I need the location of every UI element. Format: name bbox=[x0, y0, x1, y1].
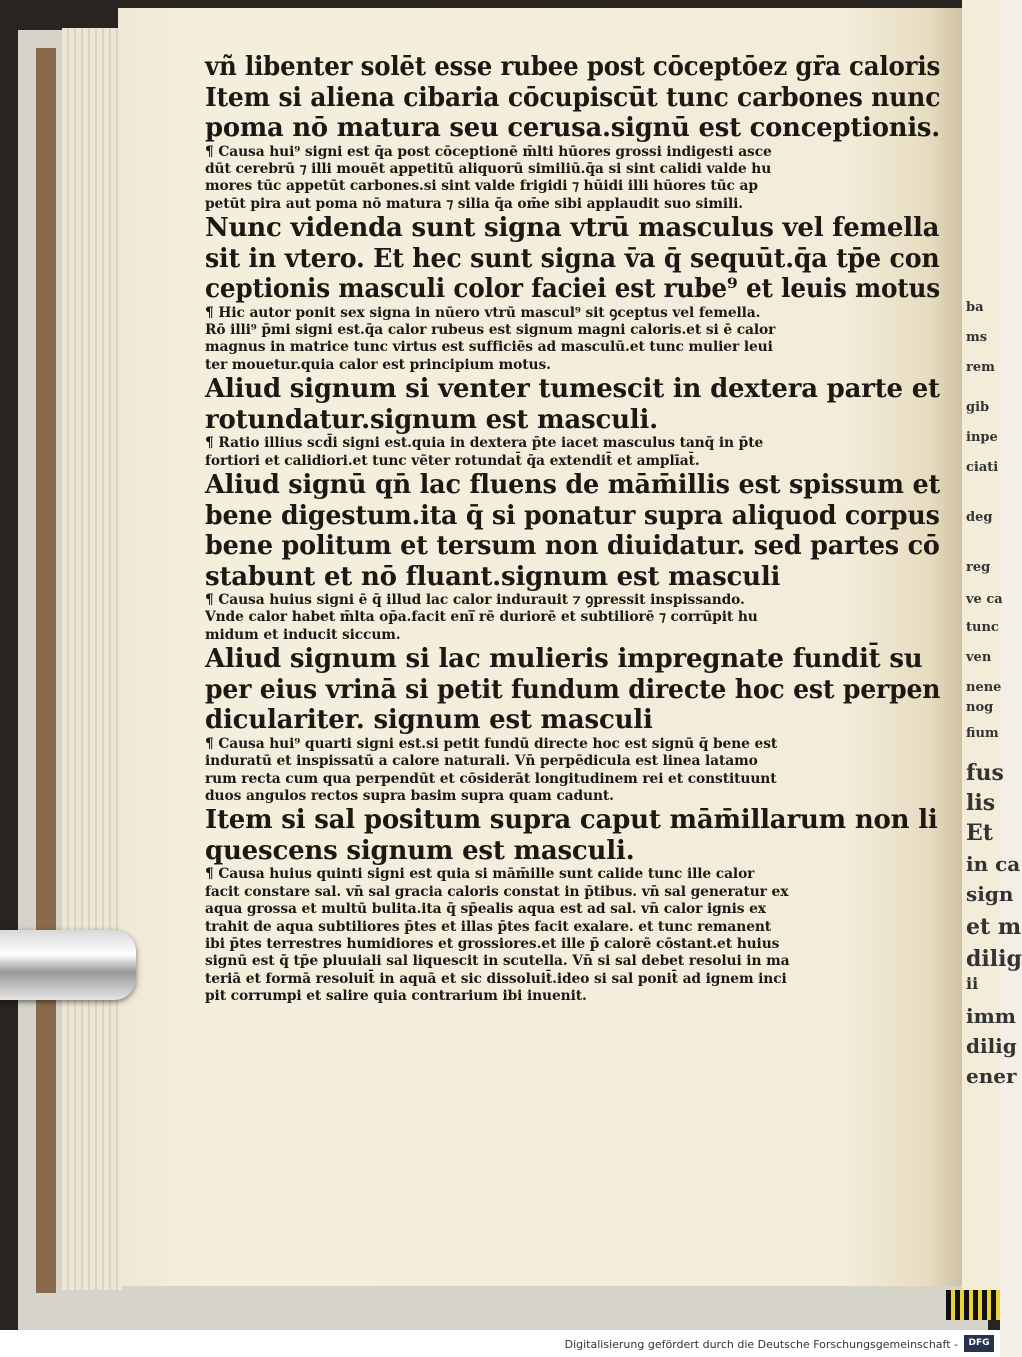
main-text-line: quescens signum est masculi. bbox=[205, 835, 635, 866]
facing-page-fragment: ms bbox=[966, 330, 988, 345]
commentary-line: magnus in matrice tunc virtus est sufficiēs ad masculū.et tunc mulier leui bbox=[205, 339, 773, 356]
facing-page-fragment: lis bbox=[966, 790, 996, 816]
facing-page-fragment: ven bbox=[966, 650, 992, 665]
commentary-line: trahit de aqua subtiliores p̄tes et illas p̄tes facit exalare. et tunc remanent bbox=[205, 918, 772, 935]
facing-page-fragment: nene bbox=[966, 680, 1002, 695]
commentary-line: petūt pira aut poma nō matura ⁊ silia q̄a om̄e sibi applaudit suo simili. bbox=[205, 195, 743, 212]
facing-page-fragment: rem bbox=[966, 360, 995, 375]
commentary-line: ¶ Ratio illius scd̄i signi est.quia in dextera p̄te iacet masculus tanq̄ in p̄te bbox=[205, 435, 764, 452]
commentary-line: signū est q̄ tp̄e pluuiali sal liquescit in scutella. Vn̄ si sal debet resolui in ma bbox=[205, 953, 790, 970]
dfg-logo: DFG bbox=[964, 1335, 994, 1352]
commentary-line: pit corrumpi et salire quia contrarium ibi inuenit. bbox=[205, 988, 587, 1005]
main-text-line: bene politum et tersum non diuidatur. sed partes cō bbox=[205, 531, 940, 562]
facing-page-fragment: gib bbox=[966, 400, 990, 415]
facing-page-fragment: in ca bbox=[966, 852, 1021, 876]
commentary-line: midum et inducit siccum. bbox=[205, 626, 401, 643]
commentary-line: rum recta cum qua perpendūt et cōsiderāt longitudinem rei et constituunt bbox=[205, 770, 777, 787]
facing-page-fragment: ener bbox=[966, 1064, 1017, 1088]
footer-bar bbox=[0, 1330, 1000, 1357]
commentary-line: ¶ Hic autor ponit sex signa in nūero vtrū mascul⁹ sit ꝯceptus vel femella. bbox=[205, 304, 761, 321]
facing-page-fragment: tunc bbox=[966, 620, 999, 635]
facing-page-fragment: ve ca bbox=[966, 592, 1003, 607]
main-text-line: Nunc videnda sunt signa vtrū masculus vel femella bbox=[205, 213, 940, 244]
facing-page-fragment: ii bbox=[966, 974, 979, 993]
commentary-line: fortiori et calidiori.et tunc vēter rotundat̄ q̄a extendit̄ et amplīat̄. bbox=[205, 452, 700, 469]
main-text-line: Aliud signū qn̄ lac fluens de mām̄illis est spissum et bbox=[205, 470, 941, 501]
main-text-line: diculariter. signum est masculi bbox=[205, 705, 653, 736]
commentary-line: Rō illi⁹ p̄mi signi est.q̄a calor rubeus est signum magni caloris.et si ē calor bbox=[205, 322, 776, 339]
facing-page-fragment: dilig bbox=[966, 946, 1022, 972]
commentary-line: aqua grossa et multū bulita.ita q̄ sp̄ealis aqua est ad sal. vn̄ calor ignis ex bbox=[205, 901, 766, 918]
main-text-line: sit in vtero. Et hec sunt signa v̄a q̄ sequūt.q̄a tp̄e con bbox=[205, 243, 940, 274]
color-calibration-strip bbox=[946, 1290, 1000, 1320]
commentary-line: duos angulos rectos supra basim supra quam cadunt. bbox=[205, 788, 614, 804]
main-text-line: rotundatur.signum est masculi. bbox=[205, 404, 658, 435]
main-text-line: Aliud signum si lac mulieris impregnate fundit̄ su bbox=[205, 644, 923, 675]
facing-page-fragment: dilig bbox=[966, 1034, 1017, 1058]
main-text-line: poma nō matura seu cerusa.signū est conceptionis. bbox=[205, 113, 941, 143]
commentary-line: facit constare sal. vn̄ sal gracia caloris constat in p̄tibus. vn̄ sal generatur ex bbox=[205, 883, 789, 900]
commentary-line: ¶ Causa huius quinti signi est quia si mām̄ille sunt calide tunc ille calor bbox=[205, 866, 755, 883]
facing-page-fragment: ciati bbox=[966, 460, 999, 475]
commentary-line: ¶ Causa hui⁹ signi est q̄a post cōceptionē m̄lti hūores grossi indigesti asce bbox=[205, 143, 772, 160]
main-text-line: Item si sal positum supra caput mām̄illarum non li bbox=[205, 805, 938, 836]
commentary-line: teriā et formā resoluit̄ in aquā et sic dissoluit̄.ideo si sal ponit̄ ad ignem inci bbox=[205, 970, 787, 987]
commentary-line: dūt cerebrū ⁊ illi mouēt appetitū aliquorū similiū.q̄a si sint calidi valde hu bbox=[205, 160, 772, 177]
main-text-line: Item si aliena cibaria cōcupiscūt tunc carbones nunc bbox=[205, 82, 941, 113]
commentary-line: ter mouetur.quia calor est principium motus. bbox=[205, 356, 551, 373]
commentary-line: ¶ Causa huius signi ē q̄ illud lac calor indurauit ⁊ ꝯpressit inspissando. bbox=[205, 592, 745, 609]
main-text-line: vñ libenter solēt esse rubee post cōceptōez gr̄a caloris bbox=[205, 52, 941, 82]
facing-page-fragment: et m bbox=[966, 914, 1022, 940]
facing-page-fragment: reg bbox=[966, 560, 991, 575]
commentary-line: mores tūc appetūt carbones.si sint valde frigidi ⁊ hūidi illi hūores tūc ap bbox=[205, 178, 758, 195]
facing-page-fragment: ba bbox=[966, 300, 984, 315]
facing-page-fragment: Et bbox=[966, 820, 993, 846]
commentary-line: ¶ Causa hui⁹ quarti signi est.si petit fundū directe hoc est signū q̄ bene est bbox=[205, 735, 778, 752]
facing-page-fragment: inpe bbox=[966, 430, 998, 445]
facing-page-fragment: sign bbox=[966, 882, 1014, 906]
commentary-line: ibi p̄tes terrestres humidiores et grossiores.et ille p̄ calorē cōstant.et huius bbox=[205, 936, 780, 953]
facing-page-fragment: imm bbox=[966, 1004, 1016, 1028]
main-text-line: bene digestum.ita q̄ si ponatur supra aliquod corpus bbox=[205, 500, 940, 531]
main-text-line: ceptionis masculi color faciei est rube⁹ et leuis motus bbox=[205, 274, 941, 305]
facing-page-fragment: fus bbox=[966, 760, 1004, 786]
commentary-line: induratū et inspissatū a calore naturali. Vn̄ perpēdicula est linea latamo bbox=[205, 753, 758, 770]
funding-notice: Digitalisierung gefördert durch die Deutsche Forschungsgemeinschaft - bbox=[564, 1338, 958, 1351]
facing-page bbox=[962, 0, 1022, 1300]
main-text-line: per eius vrinā si petit fundum directe hoc est perpen bbox=[205, 674, 941, 705]
facing-page-fragment: fium bbox=[966, 726, 999, 741]
facing-page-fragment: nog bbox=[966, 700, 994, 715]
facing-page-fragment: deg bbox=[966, 510, 993, 525]
commentary-line: Vnde calor habet m̄lta op̄a.facit eni̅ rē duriorē et subtiliorē ⁊ corrūpit hu bbox=[205, 609, 758, 626]
page-edges bbox=[62, 28, 122, 1290]
page-text-block bbox=[205, 52, 940, 1006]
page-clamp bbox=[0, 930, 136, 1000]
main-text-line: Aliud signum si venter tumescit in dextera parte et bbox=[205, 374, 940, 405]
book-spine-edge bbox=[36, 48, 56, 1293]
main-text-line: stabunt et nō fluant.signum est masculi bbox=[205, 561, 781, 592]
